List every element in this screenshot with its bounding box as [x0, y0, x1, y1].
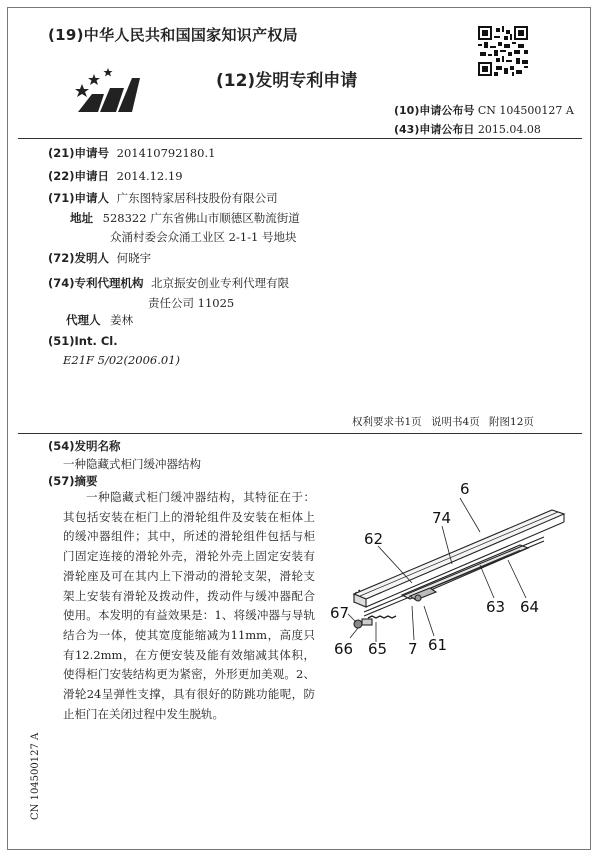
fig-label-61: 61 — [428, 636, 448, 654]
title-label: (54)发明名称 — [48, 439, 121, 453]
fig-label-7: 7 — [408, 640, 418, 658]
publication-number: (10)申请公布号 CN 104500127 A — [394, 104, 574, 117]
publication-kind: (12)发明专利申请 — [216, 71, 358, 91]
fig-label-74: 74 — [432, 509, 452, 527]
office-name: (19)中华人民共和国国家知识产权局 — [48, 26, 298, 44]
abstract-text: 一种隐藏式柜门缓冲器结构，其特征在于：其包括安装在柜门上的滑轮组件及安装在柜体上的缓冲器组件；其中，所述的滑轮组件包括与柜门固定连接的滑轮外壳，滑轮外壳上固定安装有滑轮座及可在其内上下滑动的滑轮支架，滑轮支架上安装有滑轮及拨动件，拨动件与缓冲器配合使用。本发明的有益效果是：1、将缓冲器与导轨结合为一体，使其宽度能缩减为11mm，高度只有12.2mm，在方便安装及能有效缩减其体积，使得柜门安装结构更为紧密，外形更加美观。2、滑轮24呈弹性支撑，具有很好的防跳功能呢，防止柜门在关闭过程中发生脱轨。 — [63, 490, 315, 721]
drawing-figure — [330, 478, 585, 673]
side-document-id: CN 104500127 A — [30, 732, 41, 820]
abstract-label: (57)摘要 — [48, 474, 98, 488]
int-cl-value: E21F 5/02(2006.01) — [63, 353, 181, 367]
fig-label-6: 6 — [460, 480, 470, 498]
qr-code — [478, 26, 528, 76]
patent-office-logo — [74, 64, 142, 114]
address: 地址 528322 广东省佛山市顺德区勒流街道 — [70, 211, 300, 225]
header-divider — [18, 138, 582, 139]
fig-label-66: 66 — [334, 640, 354, 658]
page-counts: 权利要求书1页 说明书4页 附图12页 — [352, 416, 534, 428]
application-number: (21)申请号 201410792180.1 — [48, 146, 216, 160]
patent-agency: (74)专利代理机构 北京振安创业专利代理有限 — [48, 276, 290, 290]
invention-title: 一种隐藏式柜门缓冲器结构 — [63, 457, 201, 471]
applicant: (71)申请人 广东图特家居科技股份有限公司 — [48, 191, 278, 205]
fig-label-65: 65 — [368, 640, 388, 658]
address-line-2: 众涌村委会众涌工业区 2-1-1 号地块 — [110, 230, 297, 244]
inventor: (72)发明人 何晓宇 — [48, 251, 152, 265]
biblio-divider — [18, 433, 582, 434]
fig-label-64: 64 — [520, 598, 540, 616]
fig-label-63: 63 — [486, 598, 506, 616]
int-cl-label: (51)Int. Cl. — [48, 334, 118, 348]
fig-label-62: 62 — [364, 530, 384, 548]
fig-label-67: 67 — [330, 604, 350, 622]
publication-date: (43)申请公布日 2015.04.08 — [394, 123, 541, 136]
patent-agency-line-2: 责任公司 11025 — [148, 296, 235, 310]
agent: 代理人 姜林 — [66, 313, 134, 327]
application-date: (22)申请日 2014.12.19 — [48, 169, 183, 183]
